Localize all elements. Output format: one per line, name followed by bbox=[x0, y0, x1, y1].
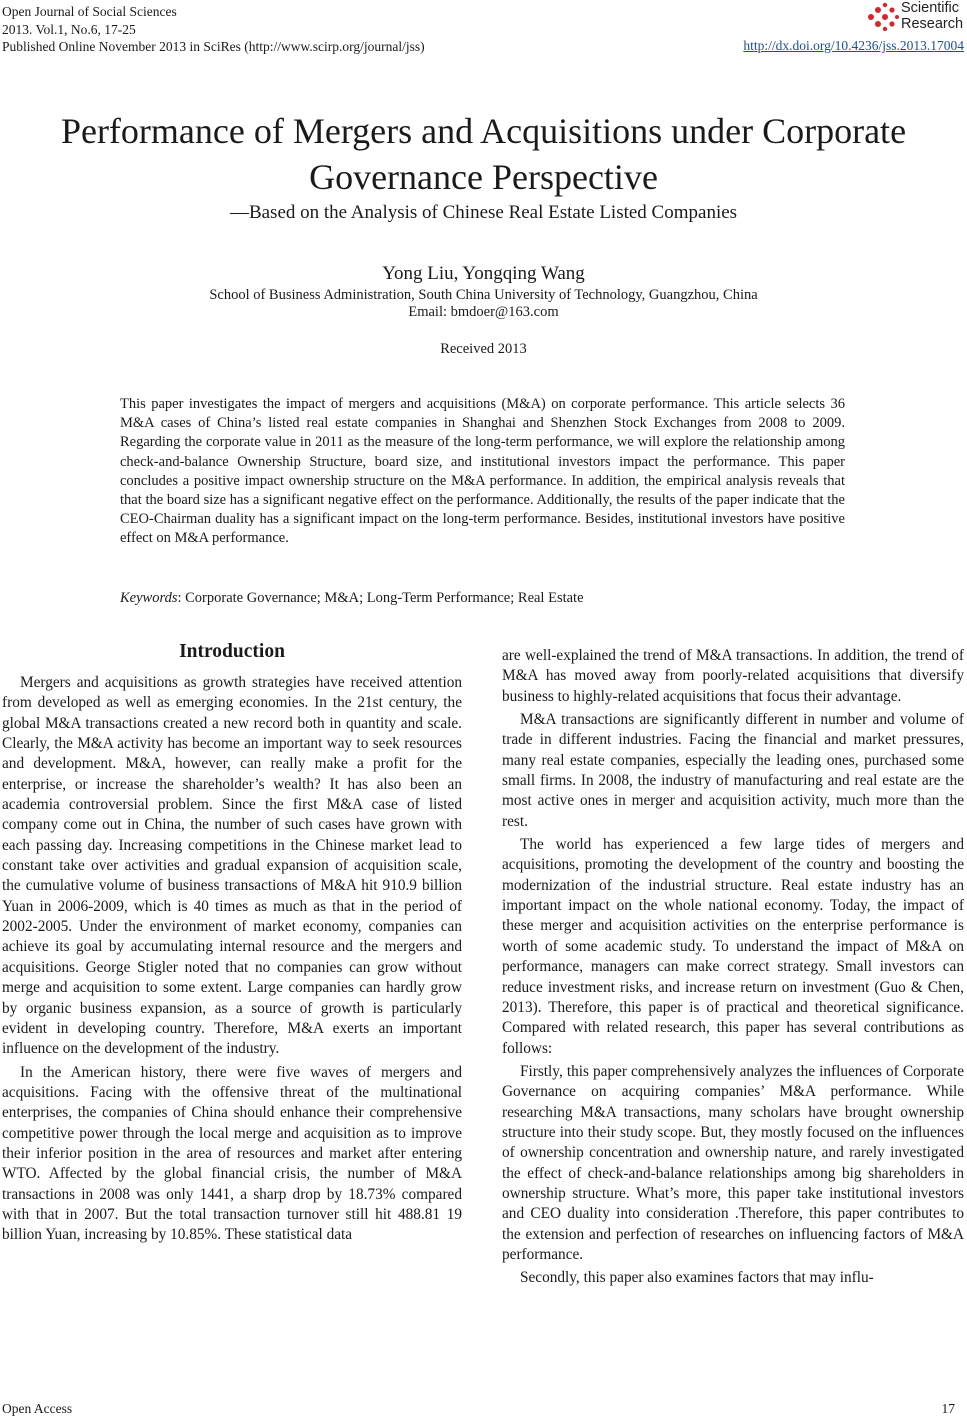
paragraph: are well-explained the trend of M&A transactions. In addition, the trend of M&A has moved away from poorly-related acquisitions that diversify business to highly-related acquisitions that focus their advantage. bbox=[502, 647, 964, 705]
paragraph: In the American history, there were five waves of mergers and acquisitions. Facing with the offensive threat of the multinational enterprises, the companies of China should enhance their comprehensive competitive power through the local merge and acquisition as to improve their inferior position in the area of resources and market after entering WTO. Affected by the global financial crisis, the number of M&A transactions in 2008 was only 1441, a sharp drop by 18.73% compared with that in 2007. But the total transaction turnover still hit 488.81 19 billion Yuan, increasing by 10.85%. These statistical data bbox=[2, 1063, 462, 1244]
doi-link[interactable]: http://dx.doi.org/10.4236/jss.2013.17004 bbox=[743, 38, 964, 53]
publisher-logo-icon bbox=[866, 2, 900, 32]
left-column bbox=[2, 640, 462, 1246]
publisher-logo-text: Scientific Research bbox=[901, 0, 964, 32]
keywords-label: Keywords bbox=[120, 590, 178, 606]
running-header bbox=[2, 3, 425, 56]
keywords bbox=[120, 590, 845, 607]
journal-name: Open Journal of Social Sciences bbox=[2, 4, 177, 19]
paragraph: M&A transactions are significantly different in number and volume of trade in different industries. Facing the financial and market pressures, many real estate companies, especially the leading ones, purchased some small firms. In 2008, the industry of manufacturing and real estate are the most active ones in merger and acquisition activity, much more than the rest. bbox=[502, 711, 964, 830]
authors: Yong Liu, Yongqing Wang bbox=[382, 263, 585, 284]
abstract: This paper investigates the impact of mergers and acquisitions (M&A) on corporate performance. This article selects 36 M&A cases of China’s listed real estate companies in Shanghai and Shenzhen Stock Exchanges from 2008 to 2009. Regarding the corporate value in 2011 as the measure of the long-term performance, we will explore the relationship among check-and-balance Ownership Structure, board size, and institutional investors impact the performance. This paper concludes a positive impact ownership structure on the M&A performance. In addition, the empirical analysis reveals that that the board size has a significant negative effect on the performance. Additionally, the results of the paper indicate that the CEO-Chairman duality has a significant impact on the long-term performance. Besides, institutional investors have positive effect on M&A performance. bbox=[120, 396, 845, 547]
paragraph: Mergers and acquisitions as growth strategies have received attention from developed as well as emerging economies. In the 21st century, the global M&A transactions created a new record both in quantity and scale. Clearly, the M&A activity has become an important way to seek resources and development. M&A, however, can really make a profit for the enterprise, or increase the shareholder’s wealth? It has also been an academia controversial problem. Since the first M&A case of listed company come out in China, the number of such cases have grown with each passing day. Increasing competitions in the Chinese market lead to constant take over activities and gradual expansion of acquisition scale, the cumulative volume of business transactions of M&A hit 910.9 billion Yuan in 2006-2009, which is 40 times as much as that in the period of 2002-2005. Under the environment of market economy, companies can achieve its goal by accumulating internal resource and the mergers and acquisitions. George Stigler noted that no companies can grow without merge and acquisition to some extent. Large companies can hardly grow by organic business expansion, as a source of growth is particularly evident in developing country. Therefore, M&A exerts an important influence on the development of the industry. bbox=[2, 674, 462, 1058]
right-column bbox=[502, 646, 964, 1289]
journal-volume: 2013. Vol.1, No.6, 17-25 bbox=[2, 21, 136, 37]
paragraph: Firstly, this paper comprehensively analyzes the influences of Corporate Governance on acquiring companies’ M&A performance. While researching M&A transactions, many scholars have brought ownership structure into their study scope. But, they mostly focused on the influences of ownership concentration and ownership nature, and rarely investigated the effect of check-and-balance relationships among big shareholders in ownership structure. What’s more, this paper take institutional investors and CEO duality into consideration .Therefore, this paper contributes to the extension and perfection of researches on influencing factors of M&A performance. bbox=[502, 1062, 964, 1263]
keywords-list: : Corporate Governance; M&A; Long-Term Performance; Real Estate bbox=[177, 590, 584, 606]
publisher-logo bbox=[866, 0, 966, 36]
affiliation: School of Business Administration, South China University of Technology, Guangzhou, China bbox=[209, 287, 758, 303]
paper-subtitle: —Based on the Analysis of Chinese Real Estate Listed Companies bbox=[229, 202, 738, 223]
section-heading-introduction: Introduction bbox=[179, 641, 285, 662]
footer-open-access: Open Access bbox=[2, 1401, 73, 1416]
paragraph: The world has experienced a few large tides of mergers and acquisitions, promoting the development of the country and boosting the modernization of the industrial structure. Real estate industry has an important impact on the whole national economy. Today, the impact of these merger and acquisition activities on the enterprise performance is worth of some academic study. To understand the impact of M&A on performance, managers can make correct strategy. Small investors can reduce investment risks, and increase return on investment (Guo & Chen, 2013). Therefore, this paper is of practical and theoretical significance. Compared with related research, this paper has several contributions as follows: bbox=[502, 836, 964, 1057]
page-number: 17 bbox=[941, 1401, 955, 1416]
paper-title: Performance of Mergers and Acquisitions under Corporate Governance Perspective bbox=[60, 111, 907, 197]
publication-info: Published Online November 2013 in SciRes (http://www.scirp.org/journal/jss) bbox=[2, 39, 425, 54]
author-email: Email: bmdoer@163.com bbox=[408, 304, 559, 320]
paragraph: Secondly, this paper also examines factors that may influ- bbox=[520, 1269, 874, 1287]
received-date: Received 2013 bbox=[440, 341, 527, 357]
